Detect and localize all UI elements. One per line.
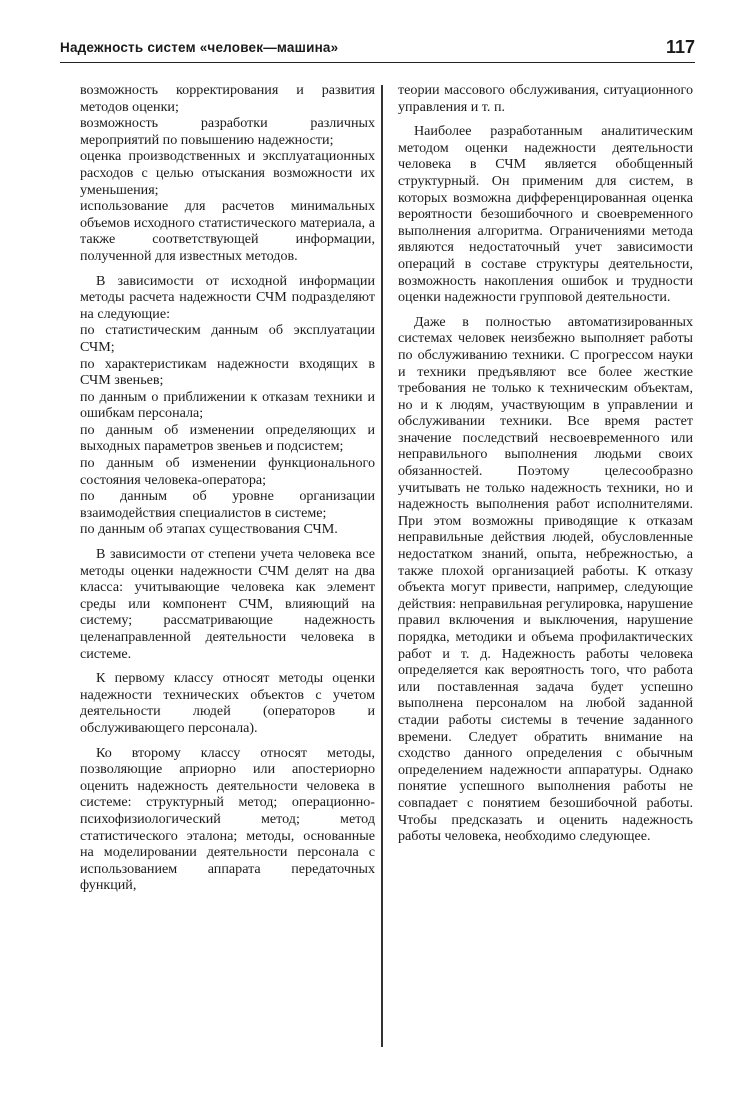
paragraph: по данным об изменении определяющих и выходных параметров звеньев и подсистем; — [80, 421, 375, 455]
paragraph: возможность разработки различных мероприятий по повышению надежности; — [80, 115, 375, 148]
paragraph: Ко второму классу относят методы, позволяющие априорно или апостериорно оценить надежность деятельности человека в системе: структурный метод; операционно-психофизиологический метод; метод статистического эталона; методы, основанные на моделировании деятельности персонала с использованием аппарата передаточных функций, — [80, 744, 375, 894]
paragraph: Даже в полностью автоматизированных системах человек неизбежно выполняет работы по обслуживанию техники. С прогрессом науки и техники предъявляют все более жесткие требования не только к техническим объектам, но и к людям, участвующим в управлении и обслуживании техники. Все время растет значение последствий несвоевременного или неправильного выполнения людьми своих обязанностей. Поэтому целесообразно учитывать не только надежность техники, но и надежность выполнения работ исполнителями. При этом возможны приводящие к отказам неправильные действия людей, обусловленные недостатком знаний, опыта, небрежностью, а также плохой организацией работы. К отказу объекта могут привести, например, следующие действия: неправильная регулировка, нарушение правил включения и выключения, нарушение порядка, методики и объема профилактических работ и т. д. Надежность работы человека определяется как вероятность того, что работа или поставленная задача будет успешно выполнена персоналом на любой заданной стадии работы системы в течение заданного времени. Следует обратить внимание на сходство данного определения с обычным определением надежности аппаратуры. Однако понятие успешного выполнения работы не совпадает с понятием безошибочной работы. Чтобы предсказать и оценить надежность работы человека, необходимо следующее. — [398, 313, 693, 845]
left-column — [80, 82, 375, 894]
paragraph: по данным об изменении функционального состояния человека-оператора; — [80, 455, 375, 488]
paragraph: использование для расчетов минимальных объемов исходного статистического материала, а также соответствующей информации, полученной для известных методов. — [80, 198, 375, 264]
paragraph: по характеристикам надежности входящих в СЧМ звеньев; — [80, 355, 375, 389]
paragraph: В зависимости от степени учета человека все методы оценки надежности СЧМ делят на два класса: учитывающие человека как элемент среды или компонент СЧМ, влияющий на систему; рассматривающие надежность целенаправленной деятельности человека в системе. — [80, 546, 375, 662]
running-header — [60, 32, 695, 63]
page-number: 117 — [665, 36, 695, 57]
paragraph: возможность корректирования и развития методов оценки; — [80, 82, 375, 115]
running-title: Надежность систем «человек—машина» — [60, 39, 339, 55]
paragraph: теории массового обслуживания, ситуационного управления и т. п. — [398, 82, 693, 115]
paragraph: по данным о приближении к отказам техники и ошибкам персонала; — [80, 388, 375, 422]
column-divider — [381, 85, 383, 1047]
paragraph: оценка производственных и эксплуатационных расходов с целью отыскания возможности их уменьшения; — [80, 148, 375, 198]
paragraph: В зависимости от исходной информации методы расчета надежности СЧМ подразделяют на следующие: — [80, 272, 375, 322]
paragraph: по данным об уровне организации взаимодействия специалистов в системе; — [80, 488, 375, 521]
right-column — [398, 82, 693, 845]
paragraph: по данным об этапах существования СЧМ. — [80, 521, 338, 538]
paragraph: Наиболее разработанным аналитическим методом оценки надежности деятельности человека в СЧМ является обобщенный структурный. Он применим для систем, в которых возможна дифференцированная оценка вероятности безошибочного и своевременного выполнения алгоритма. Ограничениями метода являются недостаточный учет зависимости операций в составе структуры деятельности, возможность накопления ошибок и трудности оценки надежности групповой деятельности. — [398, 123, 693, 306]
paragraph: К первому классу относят методы оценки надежности технических объектов с учетом деятельности людей (операторов и обслуживающего персонала). — [80, 670, 375, 736]
paragraph: по статистическим данным об эксплуатации СЧМ; — [80, 322, 375, 355]
